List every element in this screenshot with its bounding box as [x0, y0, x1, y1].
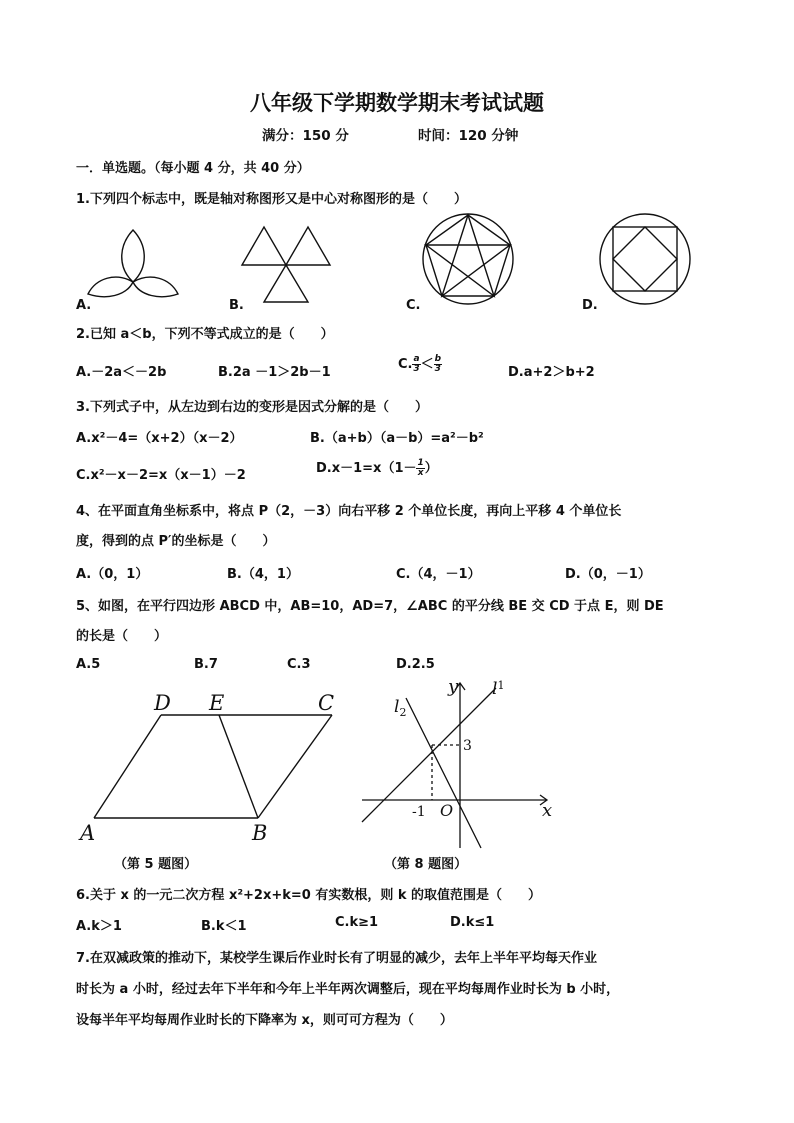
vertex-label-a: A [80, 821, 96, 845]
vertex-label-e: E [209, 691, 225, 715]
fraction-a-over-3 [412, 355, 420, 374]
line-l1 [362, 688, 496, 822]
fraction-denominator: 3 [434, 364, 441, 374]
question-1-label-b: B. [229, 298, 244, 313]
question-3-option-c: C.x²－x－2=x（x－1）－2 [76, 468, 246, 483]
question-4-option-c: C.（4，－1） [396, 567, 481, 582]
fraction-denominator: 3 [413, 364, 420, 374]
page-title: 八年级下学期数学期末考试试题 [250, 91, 544, 115]
fraction-numerator: b [434, 354, 442, 364]
vertex-label-c: C [318, 691, 335, 715]
question-6-option-d: D.k≤1 [450, 915, 495, 930]
figure-8-line-graph [356, 672, 556, 850]
fraction-denominator: x [417, 468, 424, 478]
question-1-label-d: D. [582, 298, 598, 313]
question-7-line-2: 时长为 a 小时，经过去年下半年和今年上半年两次调整后，现在平均每周作业时长为 b 小时， [76, 982, 620, 997]
question-2-option-a: A.－2a＜－2b [76, 365, 167, 380]
question-7-line-1: 7.在双减政策的推动下，某校学生课后作业时长有了明显的减少，去年上半年平均每天作业 [76, 951, 597, 966]
question-5-stem-line-1: 5、如图，在平行四边形 ABCD 中，AB=10，AD=7，∠ABC 的平分线 BE 交 CD 于点 E，则 DE [76, 599, 664, 614]
option-c-prefix: C. [398, 357, 413, 372]
question-5-stem-line-2: 的长是（ ） [76, 629, 168, 644]
figure-5-parallelogram [76, 688, 346, 848]
x-axis-label: x [542, 800, 553, 821]
question-4-stem-line-1: 4、在平面直角坐标系中，将点 P（2，－3）向右平移 2 个单位长度，再向上平移 4 个单位长 [76, 504, 622, 519]
figure-5-caption: （第 5 题图） [114, 857, 198, 872]
less-than-sign: ＜ [420, 357, 434, 372]
question-2-option-d: D.a+2＞b+2 [508, 365, 595, 380]
question-5-option-d: D.2.5 [396, 657, 435, 672]
question-5-option-c: C.3 [287, 657, 311, 672]
tick-label-neg1: -1 [412, 804, 426, 820]
question-7-line-3: 设每半年平均每周作业时长的下降率为 x，则可可方程为（ ） [76, 1013, 453, 1028]
question-3-stem: 3.下列式子中，从左边到右边的变形是因式分解的是（ ） [76, 400, 428, 415]
origin-label: O [440, 801, 454, 820]
question-6-stem: 6.关于 x 的一元二次方程 x²+2x+k=0 有实数根，则 k 的取值范围是（ ） [76, 888, 542, 903]
question-6-option-c: C.k≥1 [335, 915, 379, 930]
question-3-option-d [316, 457, 438, 478]
question-4-option-b: B.（4，1） [227, 567, 299, 582]
question-4-option-d: D.（0，－1） [565, 567, 651, 582]
option-d-suffix: ） [424, 461, 438, 476]
question-4-stem-line-2: 度，得到的点 P′的坐标是（ ） [76, 534, 276, 549]
section-heading: 一．单选题。（每小题 4 分，共 40 分） [76, 161, 310, 176]
question-2-option-b: B.2a －1＞2b－1 [218, 365, 331, 380]
l2-label: $l_2$ [394, 697, 407, 719]
question-4-option-a: A.（0，1） [76, 567, 149, 582]
exam-time: 时间：120 分钟 [418, 128, 519, 144]
question-1-label-a: A. [76, 298, 92, 313]
l1-label: $l^1$ [492, 679, 505, 699]
question-1-label-c: C. [406, 298, 421, 313]
question-6-option-a: A.k＞1 [76, 919, 122, 934]
logo-option-c-pentagon-star [420, 212, 518, 306]
full-score: 满分：150 分 [262, 128, 349, 144]
fraction-b-over-3 [434, 355, 442, 374]
fraction-1-over-x [416, 459, 424, 478]
logo-option-d-square-circle [597, 212, 695, 306]
tick-label-3: 3 [463, 738, 472, 754]
vertex-label-b: B [252, 821, 268, 845]
question-1-stem: 1.下列四个标志中，既是轴对称图形又是中心对称图形的是（ ） [76, 192, 467, 207]
question-2-stem: 2.已知 a＜b，下列不等式成立的是（ ） [76, 327, 334, 342]
logo-option-a-three-leaves [86, 226, 186, 306]
question-2-option-c [398, 353, 442, 374]
question-5-option-b: B.7 [194, 657, 218, 672]
option-d-prefix: D.x－1=x（1－ [316, 461, 417, 476]
line-l2 [406, 698, 481, 848]
vertex-label-d: D [154, 691, 171, 715]
logo-option-b-triangles [240, 224, 334, 304]
y-axis-label: y [448, 676, 459, 697]
fraction-numerator: 1 [417, 458, 424, 468]
fraction-numerator: a [413, 354, 420, 364]
question-3-option-b: B.（a+b）（a－b）=a²－b² [310, 431, 484, 446]
figure-8-caption: （第 8 题图） [384, 857, 468, 872]
question-5-option-a: A.5 [76, 657, 101, 672]
question-6-option-b: B.k＜1 [201, 919, 247, 934]
question-3-option-a: A.x²－4=（x+2）（x－2） [76, 431, 243, 446]
